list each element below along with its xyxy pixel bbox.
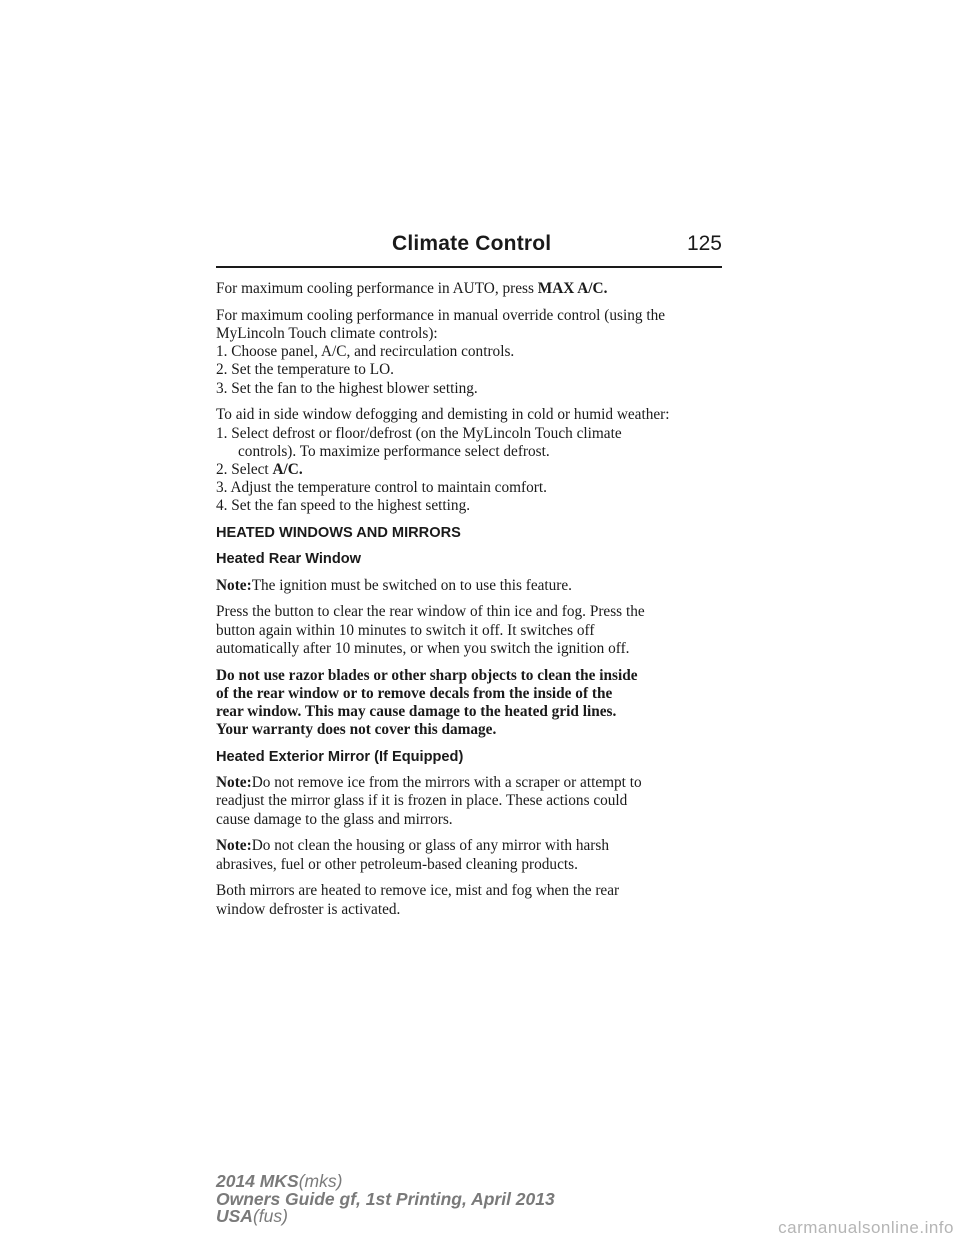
paragraph-mirrors-heated: Both mirrors are heated to remove ice, mist and fog when the rear window defroster is activated. [216,882,620,918]
paragraph-manual-cooling: For maximum cooling performance in manual override control (using the MyLincoln Touch climate controls): [216,306,666,342]
page-number: 125 [686,232,722,255]
section-title: Climate Control [392,232,552,255]
warning-paragraph: Do not use razor blades or other sharp objects to clean the inside of the rear window or to remove decals from the inside of the rear window. This may cause damage to the heated grid lines. Your warranty does not cover this damage. [216,666,638,739]
section-heading: HEATED WINDOWS AND MIRRORS [216,525,461,542]
list-item: 3. Adjust the temperature control to maintain comfort. [216,479,547,497]
note-mirror-cleaning: Note:Do not clean the housing or glass of any mirror with harsh abrasives, fuel or other petroleum-based cleaning products. [216,837,609,873]
list-item: 2. Set the temperature to LO. [216,361,394,379]
list-item: 1. Select defrost or floor/defrost (on the MyLincoln Touch climate [216,424,622,442]
list-item: 3. Set the fan to the highest blower setting. [216,379,478,397]
page-footer: 2014 MKS(mks) Owners Guide gf, 1st Printing, April 2013 USA(fus) [216,1171,555,1226]
note-mirror-ice: Note:Do not remove ice from the mirrors with a scraper or attempt to readjust the mirror glass if it is frozen in place. These actions could cause damage to the glass and mirrors. [216,774,642,828]
max-ac-label: MAX A/C. [537,280,608,297]
paragraph-defogging: To aid in side window defogging and demisting in cold or humid weather: [216,406,670,424]
list-item: 1. Choose panel, A/C, and recirculation controls. [216,343,515,361]
paragraph-rear-window-usage: Press the button to clear the rear window of thin ice and fog. Press the button again within 10 minutes to switch it off. It switches off automatically after 10 minutes, or when you switch the ignition off. [216,603,645,657]
subsection-heading-rear-window: Heated Rear Window [216,551,362,568]
page-header [216,226,722,268]
note-ignition: Note:The ignition must be switched on to use this feature. [216,576,573,594]
watermark: carmanualsonline.info [778,1218,954,1237]
printing-info: Owners Guide gf, 1st Printing, April 2013 [216,1188,555,1209]
note-label: Note: [216,576,252,594]
note-label: Note: [216,837,252,855]
list-item: 4. Set the fan speed to the highest setting. [216,497,471,515]
list-item-continuation: controls). To maximize performance select defrost. [238,442,550,460]
ac-label: A/C. [272,461,303,479]
list-defogging-steps [216,425,726,516]
subsection-heading-exterior-mirror: Heated Exterior Mirror (If Equipped) [216,749,464,766]
list-manual-cooling-steps [216,343,726,398]
list-item: 2. Select A/C. [216,461,303,479]
page-content [216,280,726,927]
model-label: 2014 MKS [216,1171,299,1191]
note-label: Note: [216,774,252,792]
region-label: USA [216,1206,253,1226]
paragraph-auto-cooling: For maximum cooling performance in AUTO, press MAX A/C. [216,280,608,297]
